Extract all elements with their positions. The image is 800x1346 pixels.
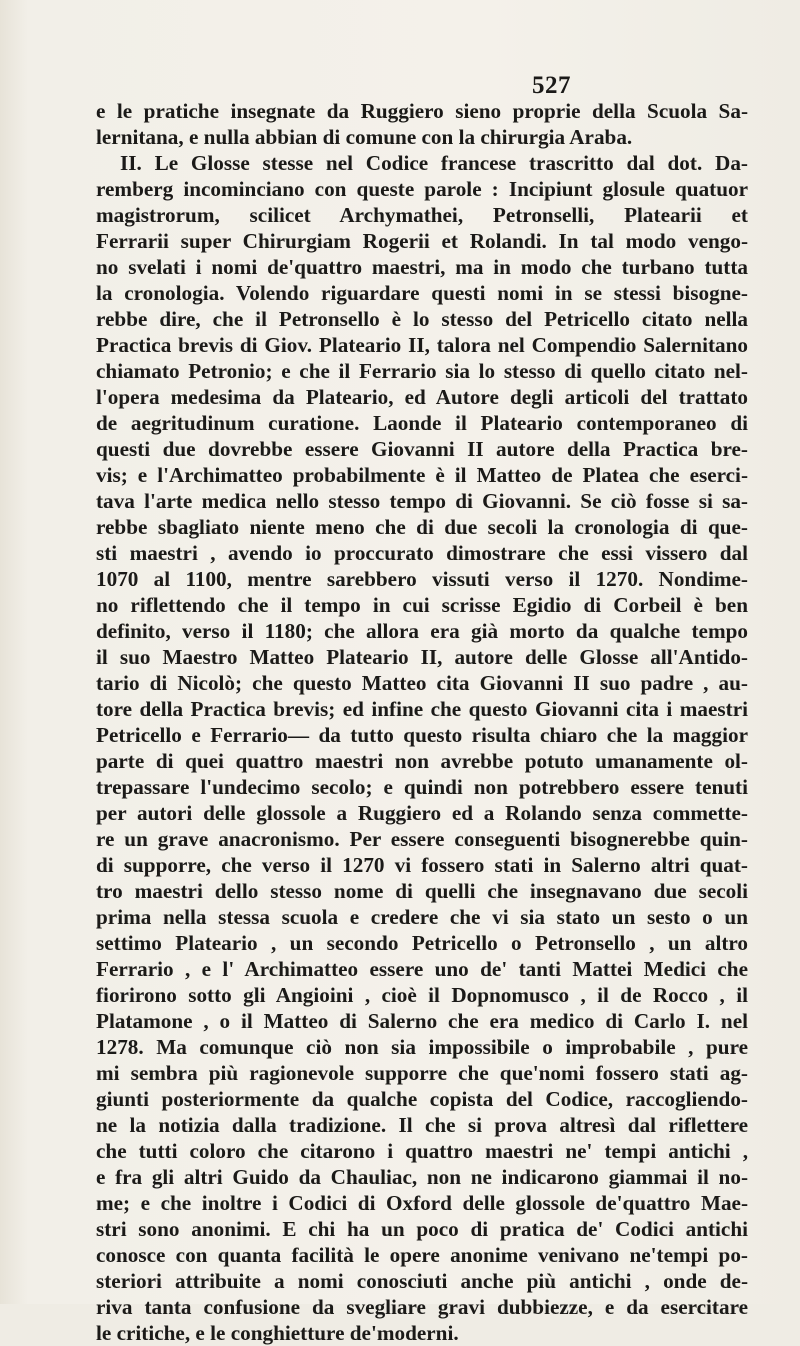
text-line: remberg incominciano con queste parole : Incipiunt glosule quatuor	[96, 177, 748, 201]
text-line: tava l'arte medica nello stesso tempo di Giovanni. Se ciò fosse si sa-	[96, 489, 748, 513]
text-line: no riflettendo che il tempo in cui scrisse Egidio di Corbeil è ben	[96, 593, 748, 617]
text-line: fiorirono sotto gli Angioini , cioè il Dopnomusco , il de Rocco , il	[96, 983, 748, 1007]
text-line: conosce con quanta facilità le opere anonime venivano ne'tempi po-	[96, 1243, 748, 1267]
text-line: e fra gli altri Guido da Chauliac, non ne indicarono giammai il no-	[96, 1165, 748, 1189]
text-line: lernitana, e nulla abbian di comune con la chirurgia Araba.	[96, 125, 633, 149]
text-line: re un grave anacronismo. Per essere conseguenti bisognerebbe quin-	[96, 827, 748, 851]
text-line: me; e che inoltre i Codici di Oxford delle glossole de'quattro Mae-	[96, 1191, 748, 1215]
text-line: steriori attribuite a nomi conosciuti anche più antichi , onde de-	[96, 1269, 748, 1293]
text-line: il suo Maestro Matteo Plateario II, autore delle Glosse all'Antido-	[96, 645, 748, 669]
text-line: no svelati i nomi de'quattro maestri, ma in modo che turbano tutta	[96, 255, 748, 279]
text-line: Ferrario , e l' Archimatteo essere uno de' tanti Mattei Medici che	[96, 957, 748, 981]
text-line: magistrorum, scilicet Archymathei, Petronselli, Plateariі et	[96, 203, 748, 227]
text-line: e le pratiche insegnate da Ruggiero sieno proprie della Scuola Sa-	[96, 99, 748, 123]
text-line: stri sono anonimi. E chi ha un poco di pratica de' Codici antichi	[96, 1217, 748, 1241]
text-line: l'opera medesima da Plateario, ed Autore degli articoli del trattato	[96, 385, 748, 409]
text-line: parte di quei quattro maestri non avrebbe potuto umanamente ol-	[96, 749, 748, 773]
text-line: che tutti coloro che citarono i quattro maestri ne' tempi antichi ,	[96, 1139, 748, 1163]
text-line: la cronologia. Volendo riguardare questi nomi in se stessi bisogne-	[96, 281, 748, 305]
text-line: II. Le Glosse stesse nel Codice francese trascritto dal dot. Da-	[120, 151, 748, 175]
text-line: rebbe dire, che il Petronsello è lo stesso del Petricello citato nella	[96, 307, 748, 331]
text-line: Practica brevis di Giov. Plateario II, talora nel Compendio Salernitano	[96, 333, 748, 357]
body-text	[96, 98, 748, 1346]
text-line: sti maestri , avendo io proccurato dimostrare che essi vissero dal	[96, 541, 748, 565]
text-line: trepassare l'undecimo secolo; e quindi non potrebbero essere tenuti	[96, 775, 748, 799]
text-line: vis; e l'Archimatteo probabilmente è il Matteo de Platea che eserci-	[96, 463, 748, 487]
text-line: prima nella stessa scuola e credere che vi sia stato un sesto o un	[96, 905, 748, 929]
text-line: questi due dovrebbe essere Giovanni II autore della Practica bre-	[96, 437, 748, 461]
text-line: tro maestri dello stesso nome di quelli che insegnavano due secoli	[96, 879, 748, 903]
text-line: Platamone , o il Matteo di Salerno che era medico di Carlo I. nel	[96, 1009, 748, 1033]
text-line: Ferrarii super Chirurgiam Rogerii et Rolandi. In tal modo vengo-	[96, 229, 748, 253]
text-line: per autori delle glossole a Ruggiero ed a Rolando senza commette-	[96, 801, 748, 825]
text-line: 1070 al 1100, mentre sarebbero vissuti verso il 1270. Nondime-	[96, 567, 748, 591]
text-line: le critiche, e le conghietture de'moderni.	[96, 1321, 459, 1345]
text-line: tore della Practica brevis; ed infine che questo Giovanni cita i maestri	[96, 697, 748, 721]
text-line: di supporre, che verso il 1270 vi fossero stati in Salerno altri quat-	[96, 853, 748, 877]
text-line: settimo Plateario , un secondo Petricello o Petronsello , un altro	[96, 931, 748, 955]
text-line: chiamato Petronio; e che il Ferrario sia lo stesso di quello citato nel-	[96, 359, 748, 383]
page-number: 527	[532, 72, 571, 99]
text-line: Petricello e Ferrario— da tutto questo risulta chiaro che la maggior	[96, 723, 748, 747]
text-line: ne la notizia dalla tradizione. Il che si prova altresì dal riflettere	[96, 1113, 748, 1137]
text-line: giunti posteriormente da qualche copista del Codice, raccogliendo-	[96, 1087, 748, 1111]
text-line: 1278. Ma comunque ciò non sia impossibile o improbabile , pure	[96, 1035, 748, 1059]
text-line: de aegritudinum curatione. Laonde il Plateario contemporaneo di	[96, 411, 748, 435]
text-line: definito, verso il 1180; che allora era già morto da qualche tempo	[96, 619, 748, 643]
text-line: tario di Nicolò; che questo Matteo cita Giovanni II suo padre , au-	[96, 671, 748, 695]
text-line: rebbe sbagliato niente meno che di due secoli la cronologia di que-	[96, 515, 748, 539]
text-line: mi sembra più ragionevole supporre che que'nomi fossero stati ag-	[96, 1061, 748, 1085]
text-line: riva tanta confusione da svegliare gravi dubbiezze, e da esercitare	[96, 1295, 748, 1319]
